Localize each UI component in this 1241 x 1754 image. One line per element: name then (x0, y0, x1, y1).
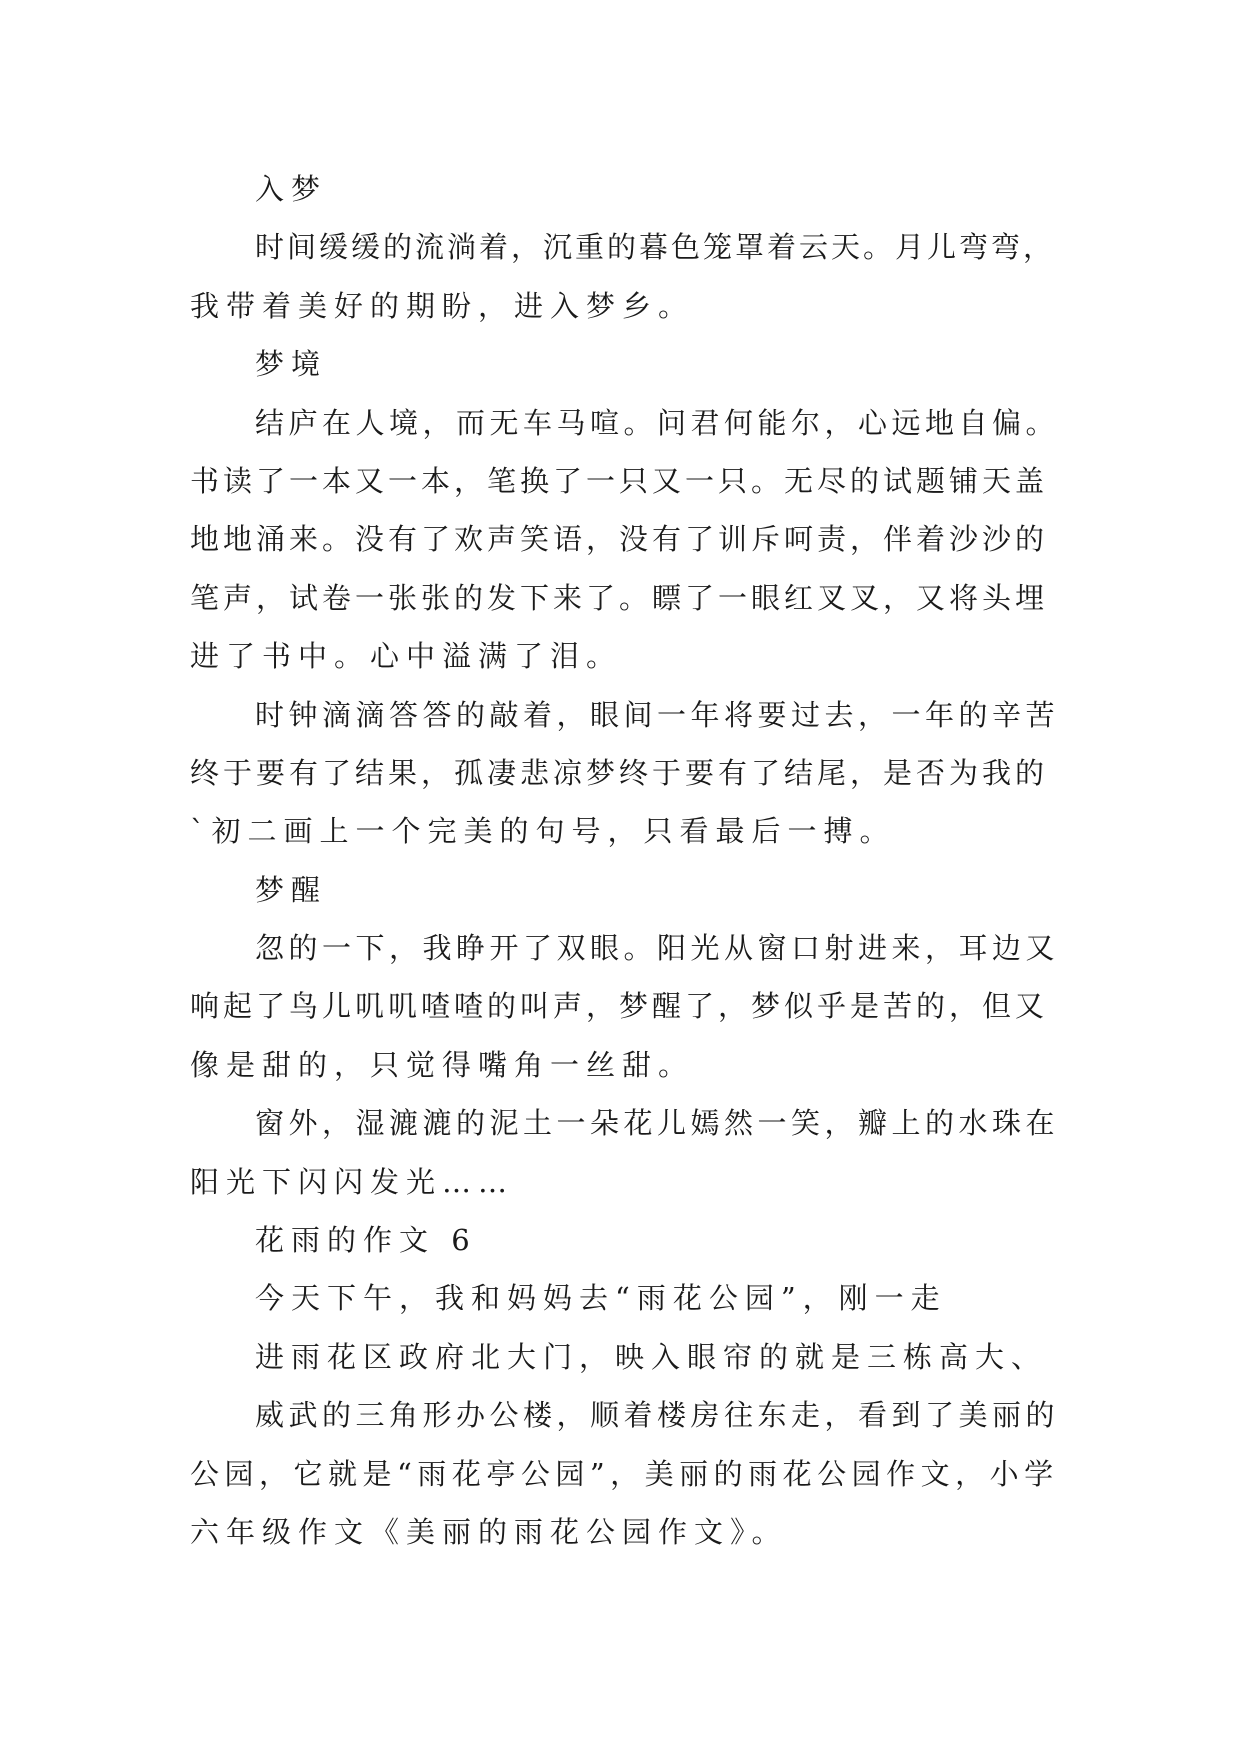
paragraph-line: 忽的一下，我睁开了双眼。阳光从窗口射进来，耳边又 (255, 931, 1060, 966)
paragraph-line: 进了书中。心中溢满了泪。 (190, 639, 623, 674)
paragraph-line: 威武的三角形办公楼，顺着楼房往东走，看到了美丽的 (255, 1398, 1060, 1433)
paragraph-line: 时间缓缓的流淌着，沉重的暮色笼罩着云天。月儿弯弯， (255, 230, 1056, 265)
document-body (190, 160, 1060, 1561)
paragraph-line: 书读了一本又一本，笔换了一只又一只。无尽的试题铺天盖 (190, 463, 1049, 498)
paragraph-line: 终于要有了结果，孤凄悲凉梦终于要有了结尾，是否为我的 (190, 755, 1049, 790)
paragraph-line: 今天下午，我和妈妈去“雨花公园”，刚一走 (255, 1281, 947, 1316)
paragraph-line: 笔声，试卷一张张的发下来了。瞟了一眼红叉叉，又将头埋 (190, 580, 1049, 615)
essay-title: 花雨的作文 6 (255, 1223, 477, 1258)
paragraph-line: `初二画上一个完美的句号，只看最后一搏。 (190, 814, 896, 849)
paragraph-line: 公园，它就是“雨花亭公园”，美丽的雨花公园作文，小学 (190, 1456, 1059, 1491)
paragraph-line: 阳光下闪闪发光…… (190, 1164, 515, 1199)
paragraph-line: 结庐在人境，而无车马喧。问君何能尔，心远地自偏。 (255, 405, 1060, 440)
section-heading-mengxing: 梦醒 (255, 872, 328, 907)
paragraph-line: 地地涌来。没有了欢声笑语，没有了训斥呵责，伴着沙沙的 (190, 522, 1049, 557)
paragraph-line: 响起了鸟儿叽叽喳喳的叫声，梦醒了，梦似乎是苦的，但又 (190, 989, 1049, 1024)
paragraph-line: 六年级作文《美丽的雨花公园作文》。 (190, 1514, 788, 1549)
paragraph-line: 窗外，湿漉漉的泥土一朵花儿嫣然一笑，瓣上的水珠在 (255, 1106, 1060, 1141)
section-heading-mengjing: 梦境 (255, 347, 328, 382)
paragraph-line: 进雨花区政府北大门，映入眼帘的就是三栋高大、 (255, 1339, 1048, 1374)
paragraph-line: 我带着美好的期盼，进入梦乡。 (190, 288, 695, 323)
paragraph-line: 时钟滴滴答答的敲着，眼间一年将要过去，一年的辛苦 (255, 697, 1060, 732)
paragraph-line: 像是甜的，只觉得嘴角一丝甜。 (190, 1047, 695, 1082)
section-heading-rumeng: 入梦 (255, 172, 328, 206)
